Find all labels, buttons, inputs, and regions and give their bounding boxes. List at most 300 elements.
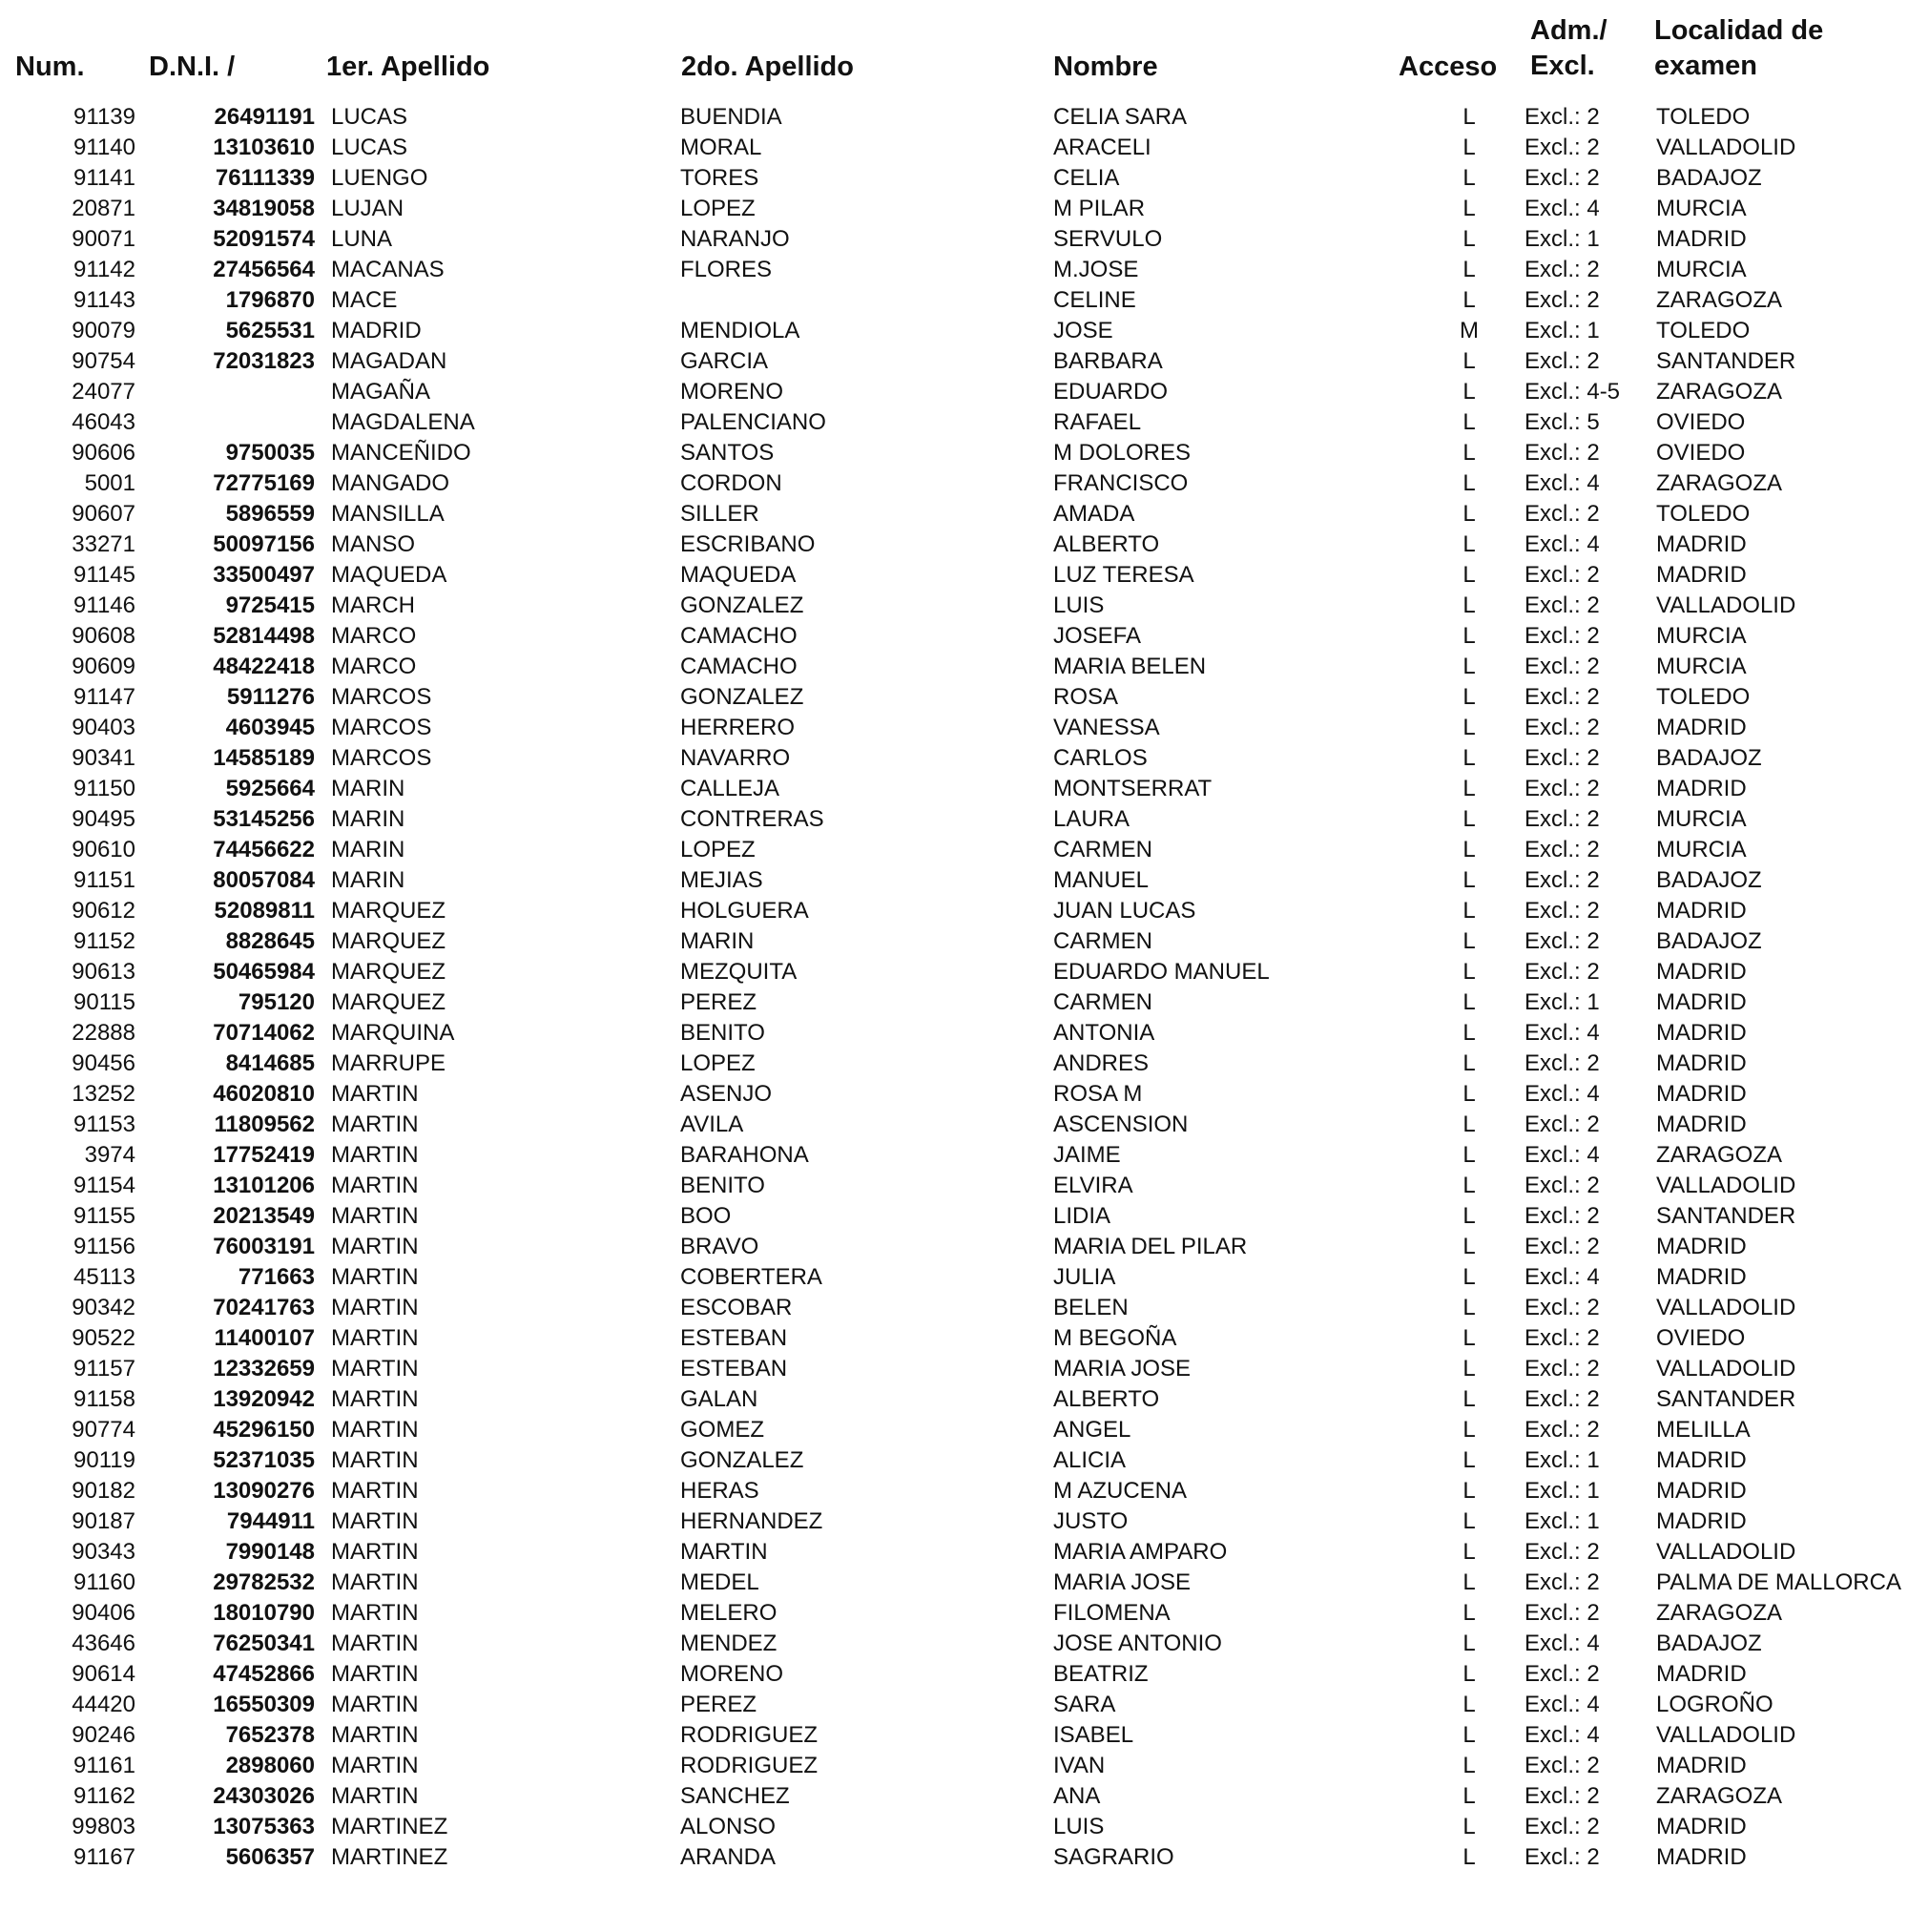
table-row (0, 467, 1908, 498)
cell-localidad: MADRID (1656, 1508, 1747, 1534)
cell-num: 90774 (72, 1417, 135, 1443)
cell-num: 90343 (72, 1539, 135, 1565)
cell-localidad: MADRID (1656, 959, 1747, 985)
cell-num: 90246 (72, 1722, 135, 1748)
table-row (0, 1353, 1908, 1383)
cell-adm-excl: Excl.: 2 (1524, 592, 1600, 618)
cell-localidad: OVIEDO (1656, 409, 1746, 435)
cell-localidad: SANTANDER (1656, 1386, 1796, 1412)
cell-acceso: L (1462, 440, 1476, 466)
cell-dni: 5911276 (226, 684, 315, 710)
cell-localidad: MADRID (1656, 898, 1747, 924)
cell-acceso: L (1462, 1478, 1476, 1504)
cell-adm-excl: Excl.: 1 (1524, 989, 1600, 1015)
cell-localidad: MADRID (1656, 715, 1747, 740)
cell-num: 91157 (73, 1356, 135, 1381)
cell-adm-excl: Excl.: 2 (1524, 684, 1600, 710)
cell-apellido-2: PEREZ (680, 989, 757, 1015)
cell-apellido-1: MARTIN (331, 1417, 419, 1443)
cell-nombre: BEATRIZ (1053, 1661, 1149, 1687)
cell-apellido-1: MARIN (331, 837, 405, 862)
cell-dni: 52089811 (214, 898, 315, 924)
cell-num: 90612 (72, 898, 135, 924)
table-row (0, 132, 1908, 162)
cell-adm-excl: Excl.: 2 (1524, 1111, 1600, 1137)
cell-dni: 7652378 (225, 1722, 315, 1748)
cell-adm-excl: Excl.: 2 (1524, 837, 1600, 862)
cell-nombre: ALICIA (1053, 1447, 1127, 1473)
cell-nombre: JAIME (1053, 1142, 1121, 1168)
cell-acceso: L (1462, 501, 1476, 527)
header-num: Num. (15, 52, 85, 82)
cell-acceso: L (1462, 1020, 1476, 1046)
cell-apellido-2: CONTRERAS (680, 806, 824, 832)
cell-dni: 8414685 (225, 1050, 315, 1076)
table-row (0, 1200, 1908, 1231)
cell-apellido-2: ARANDA (680, 1844, 777, 1870)
cell-apellido-1: MARCOS (331, 684, 432, 710)
cell-nombre: ROSA (1053, 684, 1119, 710)
cell-apellido-2: ESCOBAR (680, 1295, 793, 1320)
cell-acceso: L (1462, 898, 1476, 924)
cell-nombre: M BEGOÑA (1053, 1325, 1177, 1351)
cell-dni: 18010790 (213, 1600, 315, 1626)
cell-localidad: VALLADOLID (1656, 1539, 1796, 1565)
table-row (0, 345, 1908, 376)
cell-dni: 4603945 (225, 715, 315, 740)
table-row (0, 529, 1908, 559)
cell-acceso: L (1462, 1173, 1476, 1198)
cell-apellido-2: GOMEZ (680, 1417, 764, 1443)
cell-apellido-1: MARTIN (331, 1264, 419, 1290)
cell-num: 91155 (73, 1203, 135, 1229)
cell-localidad: ZARAGOZA (1656, 1783, 1783, 1809)
cell-apellido-2: GONZALEZ (680, 592, 804, 618)
cell-apellido-2: MORENO (680, 379, 783, 405)
table-row (0, 284, 1908, 315)
cell-acceso: L (1462, 1295, 1476, 1320)
cell-adm-excl: Excl.: 5 (1524, 409, 1600, 435)
cell-num: 3974 (84, 1142, 135, 1168)
header-adm-excl (1530, 13, 1607, 84)
cell-adm-excl: Excl.: 2 (1524, 1325, 1600, 1351)
cell-localidad: ZARAGOZA (1656, 287, 1783, 313)
cell-dni: 52371035 (213, 1447, 315, 1473)
cell-localidad: PALMA DE MALLORCA (1656, 1569, 1901, 1595)
cell-adm-excl: Excl.: 2 (1524, 1173, 1600, 1198)
cell-adm-excl: Excl.: 2 (1524, 1569, 1600, 1595)
cell-acceso: L (1462, 1539, 1476, 1565)
table-row (0, 1444, 1908, 1475)
cell-apellido-2: TORES (680, 165, 759, 191)
cell-num: 91142 (73, 257, 135, 282)
cell-localidad: MADRID (1656, 776, 1747, 801)
cell-nombre: LUIS (1053, 592, 1105, 618)
cell-dni: 45296150 (213, 1417, 315, 1443)
cell-localidad: TOLEDO (1656, 318, 1751, 343)
table-row (0, 1841, 1908, 1872)
cell-adm-excl: Excl.: 4 (1524, 1264, 1600, 1290)
cell-adm-excl: Excl.: 4 (1524, 1631, 1600, 1656)
cell-acceso: L (1462, 287, 1476, 313)
cell-nombre: M AZUCENA (1053, 1478, 1188, 1504)
cell-apellido-2: ESTEBAN (680, 1356, 788, 1381)
cell-nombre: ALBERTO (1053, 531, 1160, 557)
header-apellido-2: 2do. Apellido (681, 52, 854, 82)
cell-num: 90606 (72, 440, 135, 466)
cell-apellido-2: CORDON (680, 470, 782, 496)
cell-dni: 34819058 (213, 196, 315, 221)
cell-adm-excl: Excl.: 1 (1524, 1478, 1600, 1504)
cell-dni: 7944911 (226, 1508, 315, 1534)
cell-adm-excl: Excl.: 2 (1524, 1844, 1600, 1870)
cell-adm-excl: Excl.: 2 (1524, 1050, 1600, 1076)
cell-nombre: ARACELI (1053, 135, 1151, 160)
cell-apellido-1: MANGADO (331, 470, 450, 496)
cell-num: 90342 (72, 1295, 135, 1320)
cell-num: 43646 (72, 1631, 135, 1656)
table-row (0, 1048, 1908, 1078)
cell-apellido-1: MARTIN (331, 1692, 419, 1717)
cell-adm-excl: Excl.: 4 (1524, 470, 1600, 496)
cell-apellido-2: ESCRIBANO (680, 531, 816, 557)
header-localidad-line-2: examen (1654, 51, 1758, 81)
cell-num: 45113 (73, 1264, 135, 1290)
cell-nombre: JOSEFA (1053, 623, 1142, 649)
cell-apellido-2: PALENCIANO (680, 409, 826, 435)
cell-localidad: MADRID (1656, 1753, 1747, 1778)
table-row (0, 406, 1908, 437)
cell-nombre: VANESSA (1053, 715, 1160, 740)
cell-acceso: L (1462, 1508, 1476, 1534)
cell-localidad: MADRID (1656, 1111, 1747, 1137)
cell-apellido-1: MAQUEDA (331, 562, 447, 588)
cell-dni: 771663 (238, 1264, 315, 1290)
cell-dni: 2898060 (225, 1753, 315, 1778)
cell-num: 90522 (72, 1325, 135, 1351)
cell-num: 91153 (73, 1111, 135, 1137)
cell-num: 91152 (73, 928, 135, 954)
cell-num: 90613 (72, 959, 135, 985)
cell-nombre: SERVULO (1053, 226, 1163, 252)
table-row (0, 315, 1908, 345)
cell-adm-excl: Excl.: 4 (1524, 196, 1600, 221)
cell-adm-excl: Excl.: 2 (1524, 501, 1600, 527)
cell-num: 91158 (73, 1386, 135, 1412)
cell-nombre: ASCENSION (1053, 1111, 1189, 1137)
cell-apellido-2: BENITO (680, 1173, 765, 1198)
cell-dni: 1796870 (225, 287, 315, 313)
cell-localidad: VALLADOLID (1656, 1722, 1796, 1748)
cell-nombre: CELIA SARA (1053, 104, 1188, 130)
cell-acceso: L (1462, 1356, 1476, 1381)
cell-localidad: MADRID (1656, 1020, 1747, 1046)
cell-dni: 29782532 (213, 1569, 315, 1595)
cell-apellido-2: SANTOS (680, 440, 775, 466)
cell-num: 91151 (73, 867, 135, 893)
cell-num: 90119 (73, 1447, 135, 1473)
cell-apellido-1: MARTIN (331, 1173, 419, 1198)
cell-localidad: MADRID (1656, 1050, 1747, 1076)
table-row (0, 559, 1908, 590)
cell-num: 91160 (73, 1569, 135, 1595)
table-row (0, 742, 1908, 773)
table-row (0, 620, 1908, 651)
cell-num: 90079 (72, 318, 135, 343)
cell-acceso: L (1462, 257, 1476, 282)
cell-nombre: JOSE ANTONIO (1053, 1631, 1222, 1656)
cell-nombre: LUIS (1053, 1814, 1105, 1839)
cell-dni: 11809562 (214, 1111, 315, 1137)
cell-dni: 5925664 (225, 776, 315, 801)
cell-localidad: VALLADOLID (1656, 1295, 1796, 1320)
cell-dni: 52091574 (213, 226, 315, 252)
cell-dni: 33500497 (213, 562, 315, 588)
cell-adm-excl: Excl.: 1 (1524, 1447, 1600, 1473)
cell-nombre: SARA (1053, 1692, 1116, 1717)
cell-dni: 7990148 (225, 1539, 315, 1565)
cell-acceso: L (1462, 562, 1476, 588)
cell-nombre: MARIA JOSE (1053, 1356, 1192, 1381)
cell-localidad: OVIEDO (1656, 440, 1746, 466)
cell-acceso: L (1462, 684, 1476, 710)
cell-acceso: L (1462, 1417, 1476, 1443)
cell-nombre: CELIA (1053, 165, 1120, 191)
table-row (0, 1261, 1908, 1292)
cell-dni: 13075363 (213, 1814, 315, 1839)
cell-num: 46043 (72, 409, 135, 435)
cell-apellido-2: GONZALEZ (680, 684, 804, 710)
cell-dni: 70714062 (213, 1020, 315, 1046)
cell-localidad: TOLEDO (1656, 501, 1751, 527)
cell-localidad: LOGROÑO (1656, 1692, 1773, 1717)
cell-apellido-2: HOLGUERA (680, 898, 809, 924)
cell-adm-excl: Excl.: 1 (1524, 318, 1600, 343)
cell-localidad: ZARAGOZA (1656, 379, 1783, 405)
cell-apellido-1: MARTIN (331, 1508, 419, 1534)
cell-dni: 9725415 (225, 592, 315, 618)
cell-dni: 72775169 (213, 470, 315, 496)
cell-dni: 27456564 (213, 257, 315, 282)
cell-acceso: L (1462, 531, 1476, 557)
cell-acceso: L (1462, 1081, 1476, 1107)
table-row (0, 1475, 1908, 1506)
cell-apellido-1: MARCH (331, 592, 415, 618)
cell-apellido-2: HERNANDEZ (680, 1508, 823, 1534)
cell-nombre: LUZ TERESA (1053, 562, 1194, 588)
cell-nombre: ANGEL (1053, 1417, 1131, 1443)
cell-acceso: L (1462, 165, 1476, 191)
cell-num: 91141 (73, 165, 135, 191)
cell-apellido-1: MARQUEZ (331, 989, 446, 1015)
cell-apellido-1: MARCO (331, 654, 417, 679)
cell-apellido-2: MARTIN (680, 1539, 768, 1565)
table-row (0, 1628, 1908, 1658)
table-row (0, 1109, 1908, 1139)
cell-nombre: M DOLORES (1053, 440, 1192, 466)
cell-nombre: ROSA M (1053, 1081, 1143, 1107)
cell-adm-excl: Excl.: 2 (1524, 1814, 1600, 1839)
cell-apellido-1: MANSO (331, 531, 416, 557)
cell-localidad: TOLEDO (1656, 104, 1751, 130)
cell-apellido-2: ESTEBAN (680, 1325, 788, 1351)
table-row (0, 1322, 1908, 1353)
cell-num: 90754 (72, 348, 135, 374)
cell-nombre: CARMEN (1053, 928, 1153, 954)
table-row (0, 1780, 1908, 1811)
cell-apellido-2: MENDEZ (680, 1631, 778, 1656)
cell-localidad: MURCIA (1656, 806, 1747, 832)
cell-num: 91145 (73, 562, 135, 588)
cell-num: 90341 (72, 745, 135, 771)
cell-nombre: ANTONIA (1053, 1020, 1155, 1046)
cell-nombre: EDUARDO MANUEL (1053, 959, 1270, 985)
cell-num: 91167 (73, 1844, 135, 1870)
cell-nombre: AMADA (1053, 501, 1135, 527)
cell-apellido-1: LUCAS (331, 135, 408, 160)
cell-apellido-1: MARIN (331, 867, 405, 893)
header-adm-line-1: Adm./ (1530, 15, 1607, 46)
cell-localidad: MADRID (1656, 989, 1747, 1015)
cell-nombre: EDUARDO (1053, 379, 1169, 405)
cell-dni: 50465984 (213, 959, 315, 985)
cell-nombre: MANUEL (1053, 867, 1150, 893)
cell-localidad: MADRID (1656, 1264, 1747, 1290)
cell-adm-excl: Excl.: 2 (1524, 1295, 1600, 1320)
cell-localidad: MADRID (1656, 1234, 1747, 1259)
table-row (0, 1292, 1908, 1322)
cell-nombre: CARMEN (1053, 837, 1153, 862)
cell-apellido-2: MORENO (680, 1661, 783, 1687)
cell-num: 90609 (72, 654, 135, 679)
cell-dni: 74456622 (213, 837, 315, 862)
cell-num: 90115 (73, 989, 135, 1015)
cell-apellido-2: GONZALEZ (680, 1447, 804, 1473)
cell-apellido-1: MARCOS (331, 745, 432, 771)
cell-apellido-1: MANCEÑIDO (331, 440, 471, 466)
cell-localidad: MADRID (1656, 1814, 1747, 1839)
cell-adm-excl: Excl.: 2 (1524, 806, 1600, 832)
table-row (0, 773, 1908, 803)
candidate-table (0, 101, 1908, 1872)
cell-apellido-1: MARQUINA (331, 1020, 455, 1046)
table-row (0, 1078, 1908, 1109)
cell-acceso: L (1462, 1264, 1476, 1290)
cell-localidad: OVIEDO (1656, 1325, 1746, 1351)
cell-apellido-1: MARTIN (331, 1753, 419, 1778)
cell-apellido-1: MARTIN (331, 1386, 419, 1412)
table-row (0, 1750, 1908, 1780)
cell-acceso: L (1462, 592, 1476, 618)
cell-nombre: MARIA JOSE (1053, 1569, 1192, 1595)
cell-dni: 76111339 (215, 165, 315, 191)
table-row (0, 803, 1908, 834)
table-row (0, 712, 1908, 742)
cell-apellido-2: RODRIGUEZ (680, 1722, 818, 1748)
cell-apellido-2: MARIN (680, 928, 755, 954)
cell-apellido-1: MARTIN (331, 1631, 419, 1656)
cell-acceso: L (1462, 1050, 1476, 1076)
cell-apellido-1: MARTIN (331, 1081, 419, 1107)
cell-acceso: L (1462, 1692, 1476, 1717)
cell-dni: 11400107 (214, 1325, 315, 1351)
cell-adm-excl: Excl.: 2 (1524, 1783, 1600, 1809)
cell-adm-excl: Excl.: 2 (1524, 959, 1600, 985)
cell-acceso: L (1462, 470, 1476, 496)
cell-adm-excl: Excl.: 2 (1524, 1539, 1600, 1565)
cell-num: 91154 (73, 1173, 135, 1198)
cell-localidad: ZARAGOZA (1656, 1600, 1783, 1626)
cell-adm-excl: Excl.: 2 (1524, 1356, 1600, 1381)
table-row (0, 1658, 1908, 1689)
cell-apellido-1: MAGDALENA (331, 409, 475, 435)
cell-dni: 16550309 (213, 1692, 315, 1717)
cell-apellido-2: NAVARRO (680, 745, 791, 771)
cell-apellido-2: COBERTERA (680, 1264, 822, 1290)
cell-nombre: SAGRARIO (1053, 1844, 1174, 1870)
cell-num: 20871 (72, 196, 135, 221)
table-row (0, 651, 1908, 681)
cell-acceso: L (1462, 776, 1476, 801)
cell-adm-excl: Excl.: 2 (1524, 623, 1600, 649)
cell-acceso: L (1462, 1600, 1476, 1626)
cell-acceso: L (1462, 104, 1476, 130)
cell-adm-excl: Excl.: 2 (1524, 348, 1600, 374)
table-row (0, 1414, 1908, 1444)
cell-apellido-1: MARTIN (331, 1234, 419, 1259)
cell-localidad: ZARAGOZA (1656, 470, 1783, 496)
cell-adm-excl: Excl.: 2 (1524, 1753, 1600, 1778)
cell-localidad: MADRID (1656, 226, 1747, 252)
cell-nombre: CARMEN (1053, 989, 1153, 1015)
cell-apellido-2: SILLER (680, 501, 759, 527)
cell-apellido-1: MACANAS (331, 257, 445, 282)
cell-dni: 70241763 (213, 1295, 315, 1320)
cell-nombre: ALBERTO (1053, 1386, 1160, 1412)
cell-apellido-2: MAQUEDA (680, 562, 797, 588)
cell-adm-excl: Excl.: 2 (1524, 287, 1600, 313)
cell-acceso: L (1462, 226, 1476, 252)
cell-apellido-1: MARQUEZ (331, 928, 446, 954)
cell-adm-excl: Excl.: 4 (1524, 1020, 1600, 1046)
cell-num: 91150 (73, 776, 135, 801)
cell-num: 91162 (73, 1783, 135, 1809)
cell-dni: 26491191 (214, 104, 315, 130)
cell-acceso: L (1462, 1325, 1476, 1351)
cell-adm-excl: Excl.: 4 (1524, 1081, 1600, 1107)
cell-dni: 795120 (238, 989, 315, 1015)
cell-dni: 72031823 (213, 348, 315, 374)
cell-apellido-2: MEDEL (680, 1569, 759, 1595)
cell-acceso: L (1462, 1783, 1476, 1809)
cell-acceso: L (1462, 1631, 1476, 1656)
cell-apellido-1: MARTIN (331, 1447, 419, 1473)
cell-apellido-1: MARTIN (331, 1539, 419, 1565)
cell-nombre: ISABEL (1053, 1722, 1134, 1748)
cell-num: 91139 (73, 104, 135, 130)
cell-acceso: L (1462, 1722, 1476, 1748)
cell-num: 44420 (72, 1692, 135, 1717)
cell-acceso: L (1462, 379, 1476, 405)
cell-apellido-2: PEREZ (680, 1692, 757, 1717)
cell-adm-excl: Excl.: 2 (1524, 1234, 1600, 1259)
cell-acceso: L (1462, 959, 1476, 985)
cell-num: 90071 (72, 226, 135, 252)
header-adm-line-2: Excl. (1530, 51, 1595, 81)
cell-nombre: JUSTO (1053, 1508, 1129, 1534)
cell-dni: 13090276 (213, 1478, 315, 1504)
cell-localidad: MADRID (1656, 1081, 1747, 1107)
